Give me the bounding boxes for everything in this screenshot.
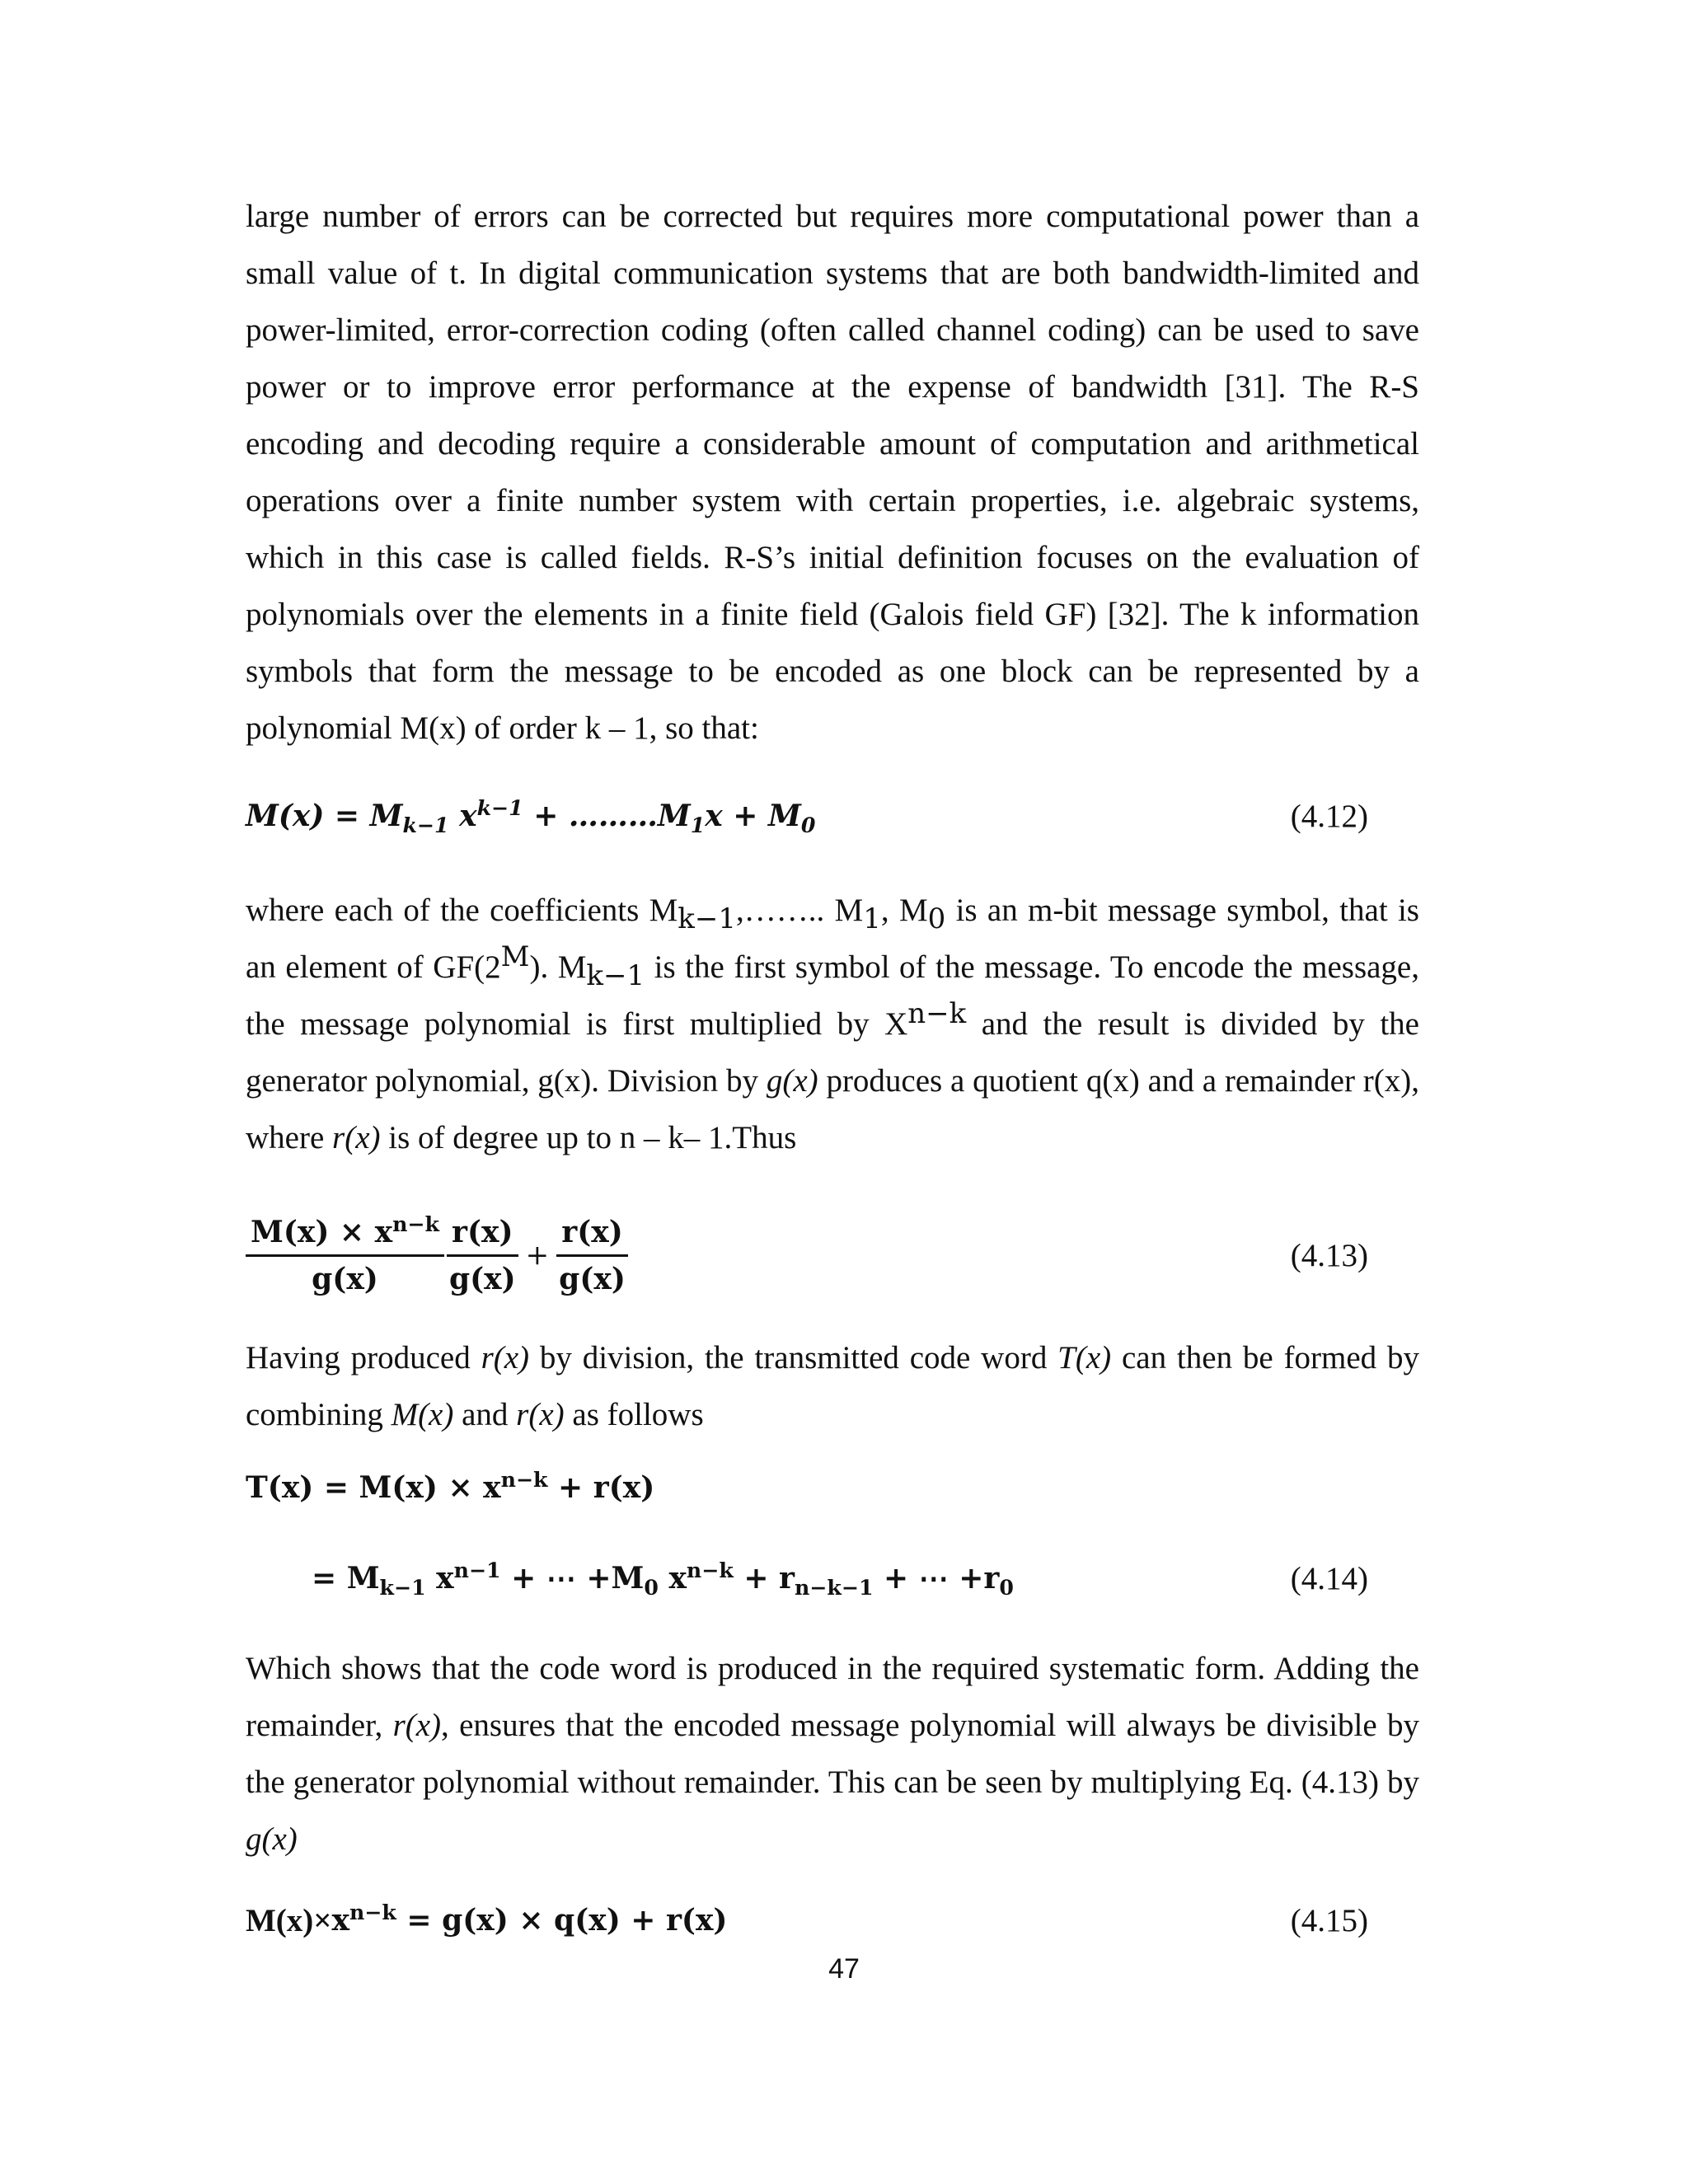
eq414-line2-expression: = $M_{k-1}$ $x^{n-1}$ + ⋯ $+M_0$ $x^{n-k} + r_{n-k-1}$ + ⋯ $+r_0$ [312,1558,1014,1601]
eq415-lead: M(x)× [246,1902,332,1938]
paragraph-systematic: Which shows that the code word is produced in the required systematic form. Adding the remainder, r(x), ensures that the encoded message polynomial will always be divisible by the generator polynomial without remainder. This can be seen by multiplying Eq. (4.13) by g(x) [246,1651,1420,1857]
equation-4-14-line-2 [312,1549,1419,1607]
paragraph-codeword: Having produced r(x) by division, the transmitted code word T(x) can then be formed by combining M(x) and r(x) as follows [246,1340,1419,1432]
paragraph-intro [246,188,1419,757]
eq413-fraction-1: $\frac{M(x) \times x^{n-k}}{g(x)}$ [246,1215,444,1296]
equation-number: (4.15) [1290,1902,1368,1938]
equation-number: (4.14) [1290,1560,1368,1596]
equation-4-14-line-1 [246,1459,1419,1516]
eq413-plus: + [525,1239,550,1272]
equation-number: (4.13) [1290,1237,1368,1273]
paragraph-intro-text: large number of errors can be corrected but requires more computational power than a small value of t. In digital communication systems that are both bandwidth-limited and power-limited, error-correction coding (often called channel coding) can be used to save power or to improve error performance at the expense of bandwidth [31]. The R-S encoding and decoding require a considerable amount of computation and arithmetical operations over a finite number system with certain properties, i.e. algebraic systems, which in this case is called fields. R-S’s initial definition focuses on the evaluation of polynomials over the elements in a finite field (Galois field GF) [32]. The k information symbols that form the message to be encoded as one block can be represented by a polynomial M(x) of order k – 1, so that: [246,199,1419,746]
eq413-fraction-2: $\frac{r(x)}{g(x)}$ [444,1215,521,1296]
paragraph-coefficients: where each of the coefficients $M_{k-1},\dots\dots$.. $M_1$, $M_0$ is an m-bit message symbol, that is an element of $GF(2^M)$. $M_{k-1}$ is the first symbol of the message. To encode the message, the message polynomial is first multiplied by $X^{n-k}$ and the result is divided by the generator polynomial, g(x). Division by g(x) produces a quotient q(x) and a remainder r(x), where r(x) is of degree up to n – k– 1.Thus [246,893,1419,1155]
page-number: 47 [828,1953,860,1985]
equation-4-13 [246,1210,1419,1301]
eq412-expression: $M(x) = M_{k-1}$ $x^{k-1}$ + $\dots\dots\dots M_1x + M_0$ [246,795,816,838]
equation-4-15 [246,1891,1419,1949]
equation-number: (4.12) [1290,798,1368,834]
eq413-fraction-3: $\frac{r(x)}{g(x)}$ [554,1215,631,1296]
equation-4-12 [246,787,1419,845]
eq414-line1-expression: $T(x) = M(x) \times x^{n-k} + r(x)$ [246,1467,655,1505]
eq415-expression: $x^{n-k} = g(x) \times q(x) + r(x)$ [331,1900,728,1938]
